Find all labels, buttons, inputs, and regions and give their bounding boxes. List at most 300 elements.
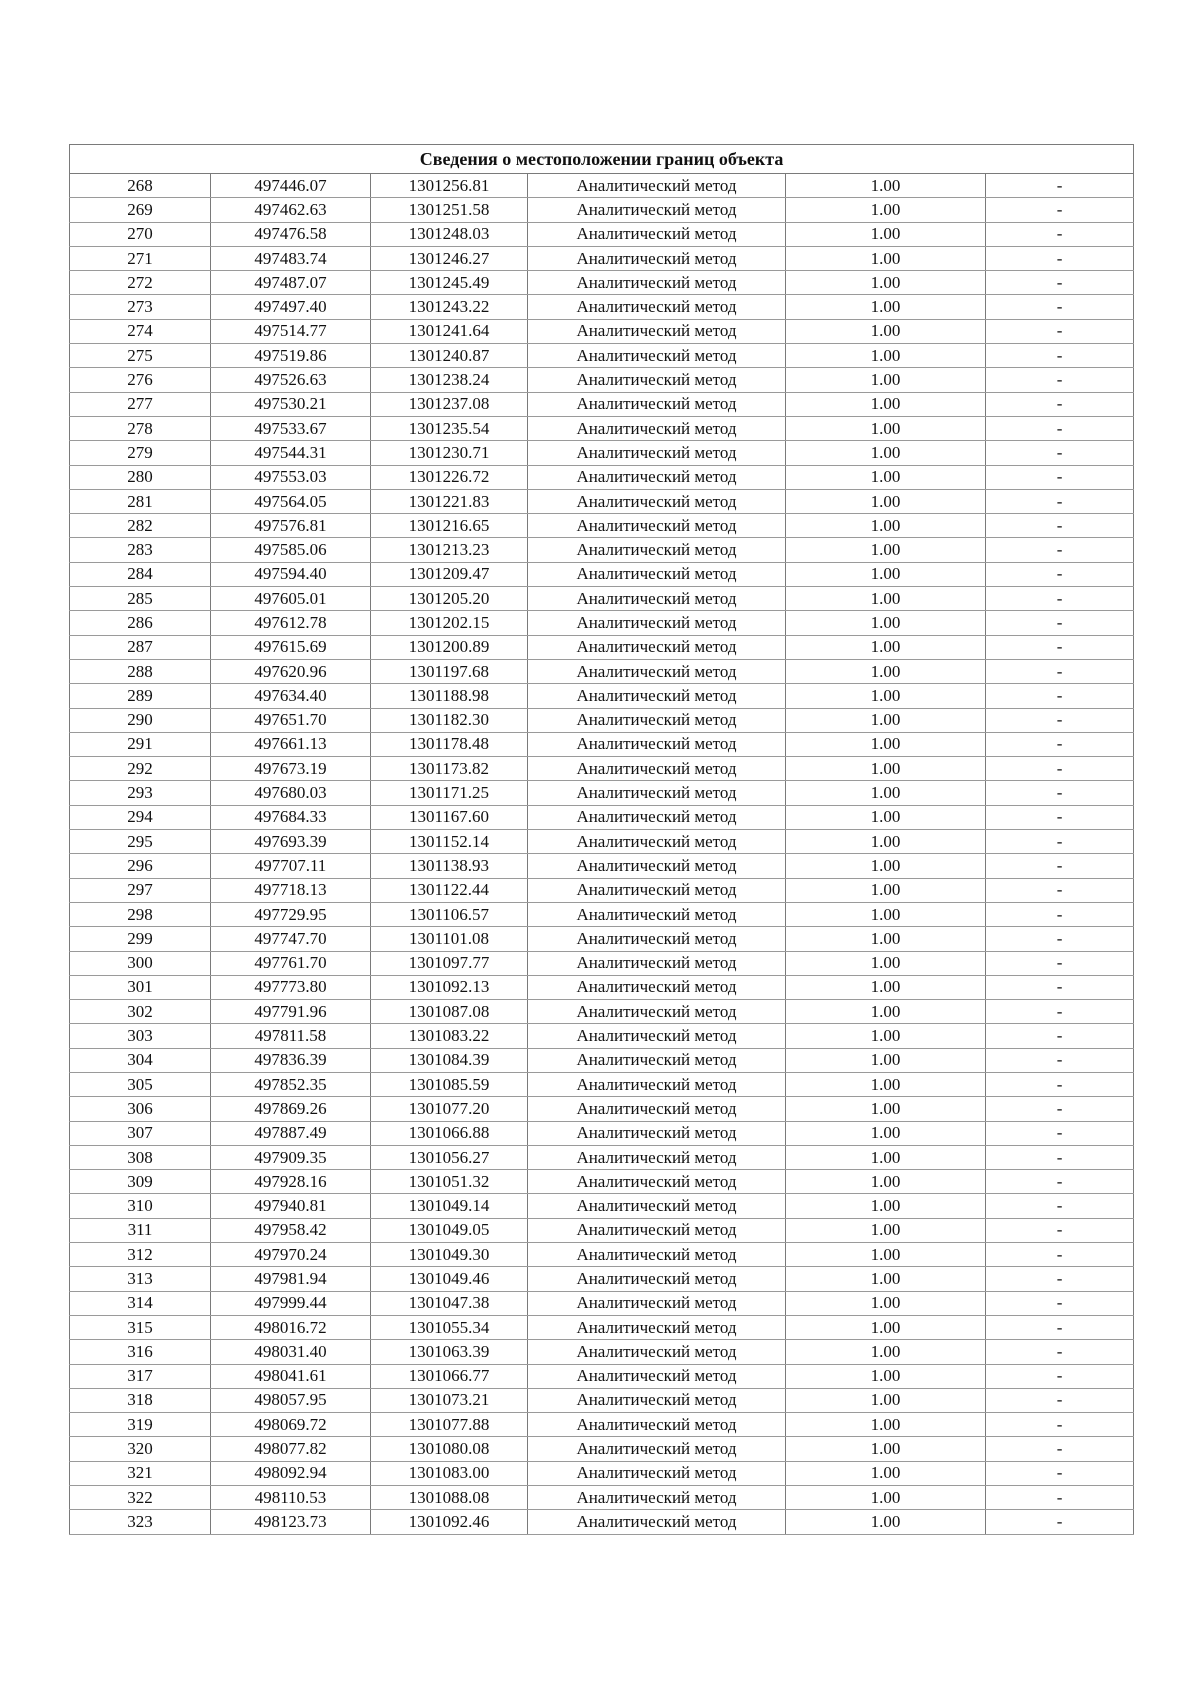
method-cell: Аналитический метод [528, 319, 786, 343]
table-row [70, 1291, 1134, 1315]
accuracy-cell: 1.00 [786, 1267, 986, 1291]
accuracy-cell: 1.00 [786, 1437, 986, 1461]
point-number-cell: 284 [70, 562, 211, 586]
table-row [70, 1340, 1134, 1364]
method-cell: Аналитический метод [528, 1024, 786, 1048]
table-row [70, 1170, 1134, 1194]
x-coordinate-cell: 498123.73 [211, 1510, 371, 1534]
table-row [70, 1267, 1134, 1291]
y-coordinate-cell: 1301092.13 [371, 975, 528, 999]
accuracy-cell: 1.00 [786, 416, 986, 440]
description-cell: - [986, 1291, 1134, 1315]
x-coordinate-cell: 497661.13 [211, 732, 371, 756]
accuracy-cell: 1.00 [786, 878, 986, 902]
x-coordinate-cell: 497680.03 [211, 781, 371, 805]
method-cell: Аналитический метод [528, 1170, 786, 1194]
y-coordinate-cell: 1301245.49 [371, 271, 528, 295]
y-coordinate-cell: 1301246.27 [371, 246, 528, 270]
description-cell: - [986, 587, 1134, 611]
table-row [70, 392, 1134, 416]
accuracy-cell: 1.00 [786, 1072, 986, 1096]
x-coordinate-cell: 497519.86 [211, 344, 371, 368]
description-cell: - [986, 659, 1134, 683]
y-coordinate-cell: 1301197.68 [371, 659, 528, 683]
description-cell: - [986, 1437, 1134, 1461]
method-cell: Аналитический метод [528, 1121, 786, 1145]
point-number-cell: 318 [70, 1388, 211, 1412]
point-number-cell: 275 [70, 344, 211, 368]
method-cell: Аналитический метод [528, 927, 786, 951]
accuracy-cell: 1.00 [786, 1097, 986, 1121]
point-number-cell: 298 [70, 902, 211, 926]
accuracy-cell: 1.00 [786, 295, 986, 319]
x-coordinate-cell: 498069.72 [211, 1413, 371, 1437]
accuracy-cell: 1.00 [786, 198, 986, 222]
y-coordinate-cell: 1301056.27 [371, 1145, 528, 1169]
accuracy-cell: 1.00 [786, 441, 986, 465]
y-coordinate-cell: 1301047.38 [371, 1291, 528, 1315]
point-number-cell: 300 [70, 951, 211, 975]
table-row [70, 1364, 1134, 1388]
x-coordinate-cell: 497729.95 [211, 902, 371, 926]
description-cell: - [986, 1510, 1134, 1534]
accuracy-cell: 1.00 [786, 1486, 986, 1510]
point-number-cell: 302 [70, 1000, 211, 1024]
table-row [70, 222, 1134, 246]
table-row [70, 1243, 1134, 1267]
x-coordinate-cell: 497693.39 [211, 830, 371, 854]
method-cell: Аналитический метод [528, 951, 786, 975]
x-coordinate-cell: 497999.44 [211, 1291, 371, 1315]
method-cell: Аналитический метод [528, 854, 786, 878]
accuracy-cell: 1.00 [786, 562, 986, 586]
point-number-cell: 269 [70, 198, 211, 222]
x-coordinate-cell: 497612.78 [211, 611, 371, 635]
method-cell: Аналитический метод [528, 1218, 786, 1242]
y-coordinate-cell: 1301243.22 [371, 295, 528, 319]
accuracy-cell: 1.00 [786, 1510, 986, 1534]
description-cell: - [986, 562, 1134, 586]
y-coordinate-cell: 1301248.03 [371, 222, 528, 246]
table-row [70, 1413, 1134, 1437]
description-cell: - [986, 1000, 1134, 1024]
description-cell: - [986, 1194, 1134, 1218]
point-number-cell: 293 [70, 781, 211, 805]
point-number-cell: 295 [70, 830, 211, 854]
x-coordinate-cell: 497958.42 [211, 1218, 371, 1242]
description-cell: - [986, 271, 1134, 295]
y-coordinate-cell: 1301073.21 [371, 1388, 528, 1412]
x-coordinate-cell: 497497.40 [211, 295, 371, 319]
point-number-cell: 316 [70, 1340, 211, 1364]
y-coordinate-cell: 1301238.24 [371, 368, 528, 392]
method-cell: Аналитический метод [528, 708, 786, 732]
x-coordinate-cell: 497514.77 [211, 319, 371, 343]
x-coordinate-cell: 497446.07 [211, 174, 371, 198]
method-cell: Аналитический метод [528, 368, 786, 392]
method-cell: Аналитический метод [528, 489, 786, 513]
method-cell: Аналитический метод [528, 635, 786, 659]
description-cell: - [986, 1413, 1134, 1437]
point-number-cell: 291 [70, 732, 211, 756]
y-coordinate-cell: 1301088.08 [371, 1486, 528, 1510]
table-row [70, 1000, 1134, 1024]
y-coordinate-cell: 1301235.54 [371, 416, 528, 440]
x-coordinate-cell: 497836.39 [211, 1048, 371, 1072]
table-row [70, 1072, 1134, 1096]
point-number-cell: 287 [70, 635, 211, 659]
x-coordinate-cell: 497747.70 [211, 927, 371, 951]
method-cell: Аналитический метод [528, 781, 786, 805]
x-coordinate-cell: 497909.35 [211, 1145, 371, 1169]
method-cell: Аналитический метод [528, 295, 786, 319]
y-coordinate-cell: 1301097.77 [371, 951, 528, 975]
table-row [70, 1437, 1134, 1461]
x-coordinate-cell: 497530.21 [211, 392, 371, 416]
point-number-cell: 279 [70, 441, 211, 465]
table-row [70, 295, 1134, 319]
table-row [70, 708, 1134, 732]
method-cell: Аналитический метод [528, 514, 786, 538]
x-coordinate-cell: 497634.40 [211, 684, 371, 708]
description-cell: - [986, 295, 1134, 319]
y-coordinate-cell: 1301200.89 [371, 635, 528, 659]
table-row [70, 659, 1134, 683]
method-cell: Аналитический метод [528, 757, 786, 781]
description-cell: - [986, 635, 1134, 659]
point-number-cell: 274 [70, 319, 211, 343]
table-row [70, 1121, 1134, 1145]
description-cell: - [986, 1024, 1134, 1048]
method-cell: Аналитический метод [528, 1510, 786, 1534]
x-coordinate-cell: 497620.96 [211, 659, 371, 683]
description-cell: - [986, 878, 1134, 902]
y-coordinate-cell: 1301251.58 [371, 198, 528, 222]
point-number-cell: 314 [70, 1291, 211, 1315]
method-cell: Аналитический метод [528, 587, 786, 611]
x-coordinate-cell: 497940.81 [211, 1194, 371, 1218]
method-cell: Аналитический метод [528, 344, 786, 368]
accuracy-cell: 1.00 [786, 587, 986, 611]
description-cell: - [986, 222, 1134, 246]
description-cell: - [986, 489, 1134, 513]
x-coordinate-cell: 497928.16 [211, 1170, 371, 1194]
table-row [70, 1218, 1134, 1242]
x-coordinate-cell: 497526.63 [211, 368, 371, 392]
y-coordinate-cell: 1301209.47 [371, 562, 528, 586]
method-cell: Аналитический метод [528, 1388, 786, 1412]
point-number-cell: 280 [70, 465, 211, 489]
point-number-cell: 285 [70, 587, 211, 611]
accuracy-cell: 1.00 [786, 1315, 986, 1339]
x-coordinate-cell: 497684.33 [211, 805, 371, 829]
table-row [70, 975, 1134, 999]
method-cell: Аналитический метод [528, 416, 786, 440]
description-cell: - [986, 1121, 1134, 1145]
description-cell: - [986, 246, 1134, 270]
y-coordinate-cell: 1301226.72 [371, 465, 528, 489]
accuracy-cell: 1.00 [786, 271, 986, 295]
accuracy-cell: 1.00 [786, 1024, 986, 1048]
y-coordinate-cell: 1301241.64 [371, 319, 528, 343]
point-number-cell: 290 [70, 708, 211, 732]
x-coordinate-cell: 497544.31 [211, 441, 371, 465]
y-coordinate-cell: 1301066.88 [371, 1121, 528, 1145]
method-cell: Аналитический метод [528, 1461, 786, 1485]
accuracy-cell: 1.00 [786, 1340, 986, 1364]
x-coordinate-cell: 497476.58 [211, 222, 371, 246]
point-number-cell: 309 [70, 1170, 211, 1194]
table-row [70, 684, 1134, 708]
y-coordinate-cell: 1301083.22 [371, 1024, 528, 1048]
accuracy-cell: 1.00 [786, 174, 986, 198]
description-cell: - [986, 611, 1134, 635]
point-number-cell: 320 [70, 1437, 211, 1461]
table-row [70, 368, 1134, 392]
point-number-cell: 292 [70, 757, 211, 781]
point-number-cell: 272 [70, 271, 211, 295]
description-cell: - [986, 854, 1134, 878]
table-row [70, 465, 1134, 489]
table-row [70, 830, 1134, 854]
table-row [70, 441, 1134, 465]
point-number-cell: 312 [70, 1243, 211, 1267]
y-coordinate-cell: 1301122.44 [371, 878, 528, 902]
method-cell: Аналитический метод [528, 198, 786, 222]
y-coordinate-cell: 1301138.93 [371, 854, 528, 878]
point-number-cell: 322 [70, 1486, 211, 1510]
method-cell: Аналитический метод [528, 975, 786, 999]
table-row [70, 562, 1134, 586]
accuracy-cell: 1.00 [786, 854, 986, 878]
accuracy-cell: 1.00 [786, 368, 986, 392]
accuracy-cell: 1.00 [786, 1000, 986, 1024]
y-coordinate-cell: 1301171.25 [371, 781, 528, 805]
y-coordinate-cell: 1301092.46 [371, 1510, 528, 1534]
table-row [70, 951, 1134, 975]
x-coordinate-cell: 497887.49 [211, 1121, 371, 1145]
point-number-cell: 303 [70, 1024, 211, 1048]
table-row [70, 416, 1134, 440]
point-number-cell: 306 [70, 1097, 211, 1121]
method-cell: Аналитический метод [528, 1291, 786, 1315]
y-coordinate-cell: 1301101.08 [371, 927, 528, 951]
table-row [70, 1388, 1134, 1412]
accuracy-cell: 1.00 [786, 902, 986, 926]
table-row [70, 611, 1134, 635]
method-cell: Аналитический метод [528, 441, 786, 465]
accuracy-cell: 1.00 [786, 951, 986, 975]
document-sheet [69, 144, 1133, 1535]
accuracy-cell: 1.00 [786, 635, 986, 659]
table-row [70, 271, 1134, 295]
table-row [70, 1097, 1134, 1121]
method-cell: Аналитический метод [528, 1243, 786, 1267]
point-number-cell: 321 [70, 1461, 211, 1485]
method-cell: Аналитический метод [528, 222, 786, 246]
description-cell: - [986, 319, 1134, 343]
x-coordinate-cell: 497811.58 [211, 1024, 371, 1048]
x-coordinate-cell: 497605.01 [211, 587, 371, 611]
point-number-cell: 308 [70, 1145, 211, 1169]
point-number-cell: 311 [70, 1218, 211, 1242]
y-coordinate-cell: 1301188.98 [371, 684, 528, 708]
description-cell: - [986, 344, 1134, 368]
description-cell: - [986, 174, 1134, 198]
y-coordinate-cell: 1301049.14 [371, 1194, 528, 1218]
accuracy-cell: 1.00 [786, 732, 986, 756]
method-cell: Аналитический метод [528, 1194, 786, 1218]
table-row [70, 878, 1134, 902]
accuracy-cell: 1.00 [786, 1194, 986, 1218]
accuracy-cell: 1.00 [786, 975, 986, 999]
method-cell: Аналитический метод [528, 174, 786, 198]
accuracy-cell: 1.00 [786, 465, 986, 489]
y-coordinate-cell: 1301063.39 [371, 1340, 528, 1364]
accuracy-cell: 1.00 [786, 1388, 986, 1412]
y-coordinate-cell: 1301213.23 [371, 538, 528, 562]
point-number-cell: 283 [70, 538, 211, 562]
accuracy-cell: 1.00 [786, 392, 986, 416]
description-cell: - [986, 1243, 1134, 1267]
y-coordinate-cell: 1301080.08 [371, 1437, 528, 1461]
y-coordinate-cell: 1301256.81 [371, 174, 528, 198]
table-row [70, 344, 1134, 368]
description-cell: - [986, 1340, 1134, 1364]
table-row [70, 1194, 1134, 1218]
method-cell: Аналитический метод [528, 1340, 786, 1364]
x-coordinate-cell: 497707.11 [211, 854, 371, 878]
table-row [70, 538, 1134, 562]
method-cell: Аналитический метод [528, 1315, 786, 1339]
table-row [70, 732, 1134, 756]
accuracy-cell: 1.00 [786, 489, 986, 513]
table-row [70, 927, 1134, 951]
y-coordinate-cell: 1301230.71 [371, 441, 528, 465]
x-coordinate-cell: 497615.69 [211, 635, 371, 659]
description-cell: - [986, 708, 1134, 732]
method-cell: Аналитический метод [528, 684, 786, 708]
method-cell: Аналитический метод [528, 1413, 786, 1437]
description-cell: - [986, 1486, 1134, 1510]
y-coordinate-cell: 1301216.65 [371, 514, 528, 538]
table-row [70, 1024, 1134, 1048]
table-row [70, 805, 1134, 829]
description-cell: - [986, 1170, 1134, 1194]
description-cell: - [986, 368, 1134, 392]
method-cell: Аналитический метод [528, 1486, 786, 1510]
accuracy-cell: 1.00 [786, 805, 986, 829]
point-number-cell: 310 [70, 1194, 211, 1218]
y-coordinate-cell: 1301240.87 [371, 344, 528, 368]
description-cell: - [986, 441, 1134, 465]
method-cell: Аналитический метод [528, 1048, 786, 1072]
y-coordinate-cell: 1301182.30 [371, 708, 528, 732]
description-cell: - [986, 927, 1134, 951]
method-cell: Аналитический метод [528, 465, 786, 489]
x-coordinate-cell: 498077.82 [211, 1437, 371, 1461]
method-cell: Аналитический метод [528, 392, 786, 416]
accuracy-cell: 1.00 [786, 708, 986, 732]
x-coordinate-cell: 497576.81 [211, 514, 371, 538]
description-cell: - [986, 1048, 1134, 1072]
accuracy-cell: 1.00 [786, 1048, 986, 1072]
description-cell: - [986, 416, 1134, 440]
accuracy-cell: 1.00 [786, 927, 986, 951]
point-number-cell: 307 [70, 1121, 211, 1145]
description-cell: - [986, 805, 1134, 829]
y-coordinate-cell: 1301152.14 [371, 830, 528, 854]
point-number-cell: 305 [70, 1072, 211, 1096]
table-row [70, 174, 1134, 198]
table-title-row [70, 145, 1134, 174]
description-cell: - [986, 465, 1134, 489]
description-cell: - [986, 538, 1134, 562]
table-row [70, 489, 1134, 513]
method-cell: Аналитический метод [528, 732, 786, 756]
point-number-cell: 296 [70, 854, 211, 878]
accuracy-cell: 1.00 [786, 1121, 986, 1145]
description-cell: - [986, 1315, 1134, 1339]
description-cell: - [986, 1364, 1134, 1388]
method-cell: Аналитический метод [528, 271, 786, 295]
y-coordinate-cell: 1301055.34 [371, 1315, 528, 1339]
accuracy-cell: 1.00 [786, 1218, 986, 1242]
point-number-cell: 297 [70, 878, 211, 902]
table-row [70, 246, 1134, 270]
method-cell: Аналитический метод [528, 538, 786, 562]
x-coordinate-cell: 497970.24 [211, 1243, 371, 1267]
x-coordinate-cell: 497487.07 [211, 271, 371, 295]
accuracy-cell: 1.00 [786, 611, 986, 635]
y-coordinate-cell: 1301049.05 [371, 1218, 528, 1242]
y-coordinate-cell: 1301085.59 [371, 1072, 528, 1096]
y-coordinate-cell: 1301202.15 [371, 611, 528, 635]
point-number-cell: 323 [70, 1510, 211, 1534]
accuracy-cell: 1.00 [786, 344, 986, 368]
y-coordinate-cell: 1301178.48 [371, 732, 528, 756]
point-number-cell: 268 [70, 174, 211, 198]
y-coordinate-cell: 1301173.82 [371, 757, 528, 781]
y-coordinate-cell: 1301083.00 [371, 1461, 528, 1485]
table-row [70, 1486, 1134, 1510]
table-row [70, 514, 1134, 538]
method-cell: Аналитический метод [528, 805, 786, 829]
y-coordinate-cell: 1301087.08 [371, 1000, 528, 1024]
table-row [70, 1315, 1134, 1339]
x-coordinate-cell: 497483.74 [211, 246, 371, 270]
x-coordinate-cell: 497718.13 [211, 878, 371, 902]
y-coordinate-cell: 1301077.88 [371, 1413, 528, 1437]
description-cell: - [986, 951, 1134, 975]
point-number-cell: 289 [70, 684, 211, 708]
x-coordinate-cell: 497852.35 [211, 1072, 371, 1096]
point-number-cell: 270 [70, 222, 211, 246]
x-coordinate-cell: 497564.05 [211, 489, 371, 513]
x-coordinate-cell: 498031.40 [211, 1340, 371, 1364]
point-number-cell: 313 [70, 1267, 211, 1291]
y-coordinate-cell: 1301106.57 [371, 902, 528, 926]
x-coordinate-cell: 497773.80 [211, 975, 371, 999]
description-cell: - [986, 1145, 1134, 1169]
description-cell: - [986, 1218, 1134, 1242]
description-cell: - [986, 757, 1134, 781]
method-cell: Аналитический метод [528, 878, 786, 902]
x-coordinate-cell: 497462.63 [211, 198, 371, 222]
method-cell: Аналитический метод [528, 562, 786, 586]
y-coordinate-cell: 1301221.83 [371, 489, 528, 513]
x-coordinate-cell: 498092.94 [211, 1461, 371, 1485]
